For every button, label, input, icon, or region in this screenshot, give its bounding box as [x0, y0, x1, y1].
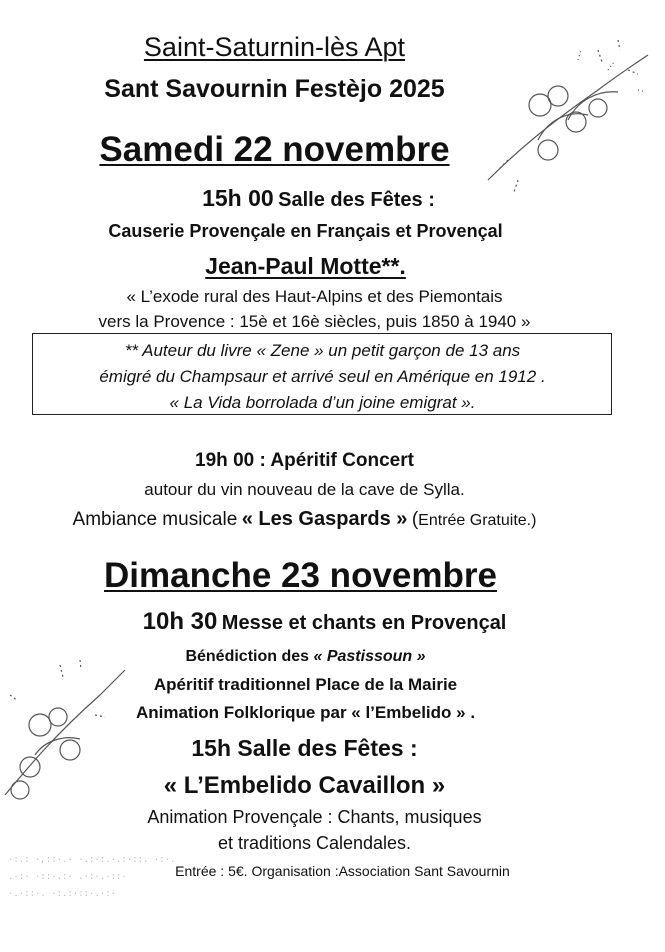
blessing-line — [0, 648, 638, 666]
scan-noise: .·:· ·::·.:· .·:·.·::· — [8, 872, 127, 882]
band-name: « Les Gaspards » — [241, 508, 408, 530]
talk-speaker: Jean-Paul Motte**. — [205, 253, 406, 279]
entry-free: Entrée Gratuite.) — [418, 512, 537, 529]
sunday-date-heading: Dimanche 23 novembre — [104, 556, 497, 595]
mass-title: Messe et chants en Provençal — [221, 612, 507, 634]
concert-time-title: 19h 00 : Apéritif Concert — [195, 450, 414, 471]
author-note-line2: émigré du Champsaur et arrivé seul en Amérique en 1912 . — [99, 367, 546, 386]
show-desc-line2: et traditions Calendales. — [217, 833, 412, 853]
concert-ambiance-line — [0, 508, 637, 531]
talk-title: Causerie Provençale en Français et Provençal — [108, 221, 503, 241]
talk-time-venue — [0, 185, 651, 212]
author-note-line3: « La Vida borrolada d’un joine emigrat ». — [169, 393, 476, 412]
talk-topic-line2: vers la Provence : 15è et 16è siècles, puis 1850 à 1940 » — [98, 312, 531, 331]
mass-time-title — [0, 608, 657, 636]
talk-topic-line1: « L’exode rural des Haut-Alpins et des Piemontais — [126, 287, 503, 306]
blessing-item: « Pastissoun » — [313, 648, 426, 665]
saturday-date-heading: Samedi 22 novembre — [99, 130, 450, 169]
talk-venue: Salle des Fêtes : — [278, 189, 435, 211]
scan-noise: ·:.: ·,::·.· ·.:·:.·.:·::. ·:·. — [8, 855, 176, 865]
scan-noise: ·.·::·. ·:.:·::·.·:· — [8, 889, 117, 899]
blessing-prefix: Bénédiction des — [185, 648, 310, 665]
animation-line: Animation Folklorique par « l’Embelido » . — [135, 703, 476, 722]
aperitif-line: Apéritif traditionnel Place de la Mairie — [153, 675, 458, 694]
entry-paren: ( — [411, 509, 419, 530]
footer-info: Entrée : 5€. Organisation :Association Sant Savournin — [175, 863, 510, 879]
talk-time: 15h 00 — [202, 185, 274, 211]
town-title: Saint-Saturnin-lès Apt — [143, 32, 406, 62]
mass-time: 10h 30 — [142, 608, 218, 635]
concert-desc: autour du vin nouveau de la cave de Sylla. — [144, 480, 465, 499]
show-group: « L’Embelido Cavaillon » — [163, 772, 446, 799]
festival-title: Sant Savournin Festèjo 2025 — [104, 75, 445, 103]
show-title: 15h Salle des Fêtes : — [191, 735, 418, 761]
show-desc-line1: Animation Provençale : Chants, musiques — [147, 807, 482, 827]
author-note-line1: ** Auteur du livre « Zene » un petit garçon de 13 ans — [124, 341, 521, 360]
ambiance-prefix: Ambiance musicale — [72, 509, 238, 530]
